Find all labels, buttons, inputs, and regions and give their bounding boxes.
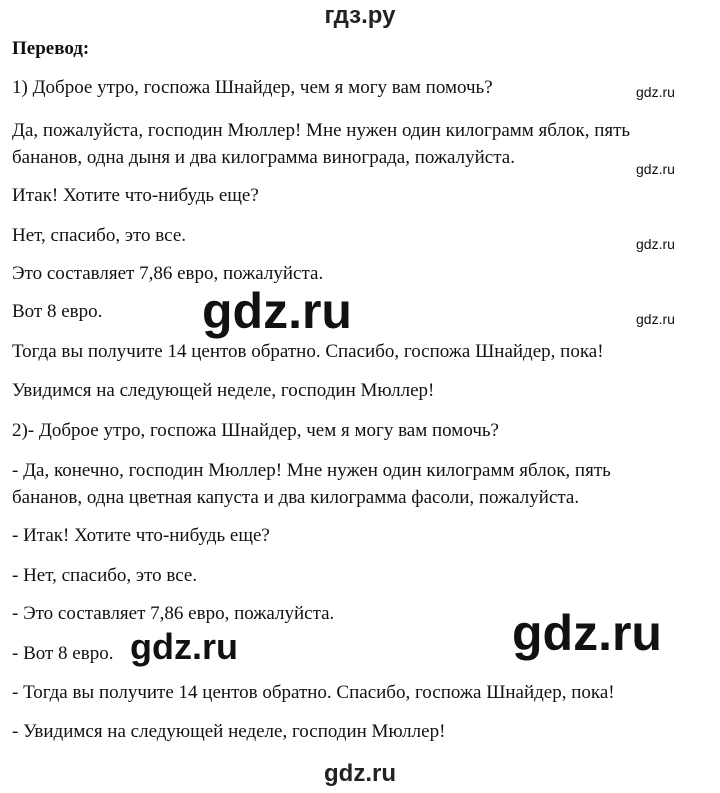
text-line: бананов, одна дыня и два килограмма винограда, пожалуйста. xyxy=(12,147,515,168)
watermark: gdz.ru xyxy=(512,605,662,661)
text-line: - Это составляет 7,86 евро, пожалуйста. xyxy=(12,603,335,624)
text-line: Вот 8 евро. xyxy=(12,301,103,322)
watermark: gdz.ru xyxy=(636,84,675,100)
text-line: Увидимся на следующей неделе, господин Мюллер! xyxy=(12,380,435,401)
text-line: Итак! Хотите что-нибудь еще? xyxy=(12,185,259,206)
text-line: Да, пожалуйста, господин Мюллер! Мне нужен один килограмм яблок, пять xyxy=(12,120,631,141)
text-line: 2)- Доброе утро, госпожа Шнайдер, чем я могу вам помочь? xyxy=(12,420,499,441)
site-header: гдз.ру xyxy=(324,2,396,29)
text-line: - Нет, спасибо, это все. xyxy=(12,565,198,586)
watermark: gdz.ru xyxy=(636,311,675,327)
text-line: Нет, спасибо, это все. xyxy=(12,225,186,246)
watermark: gdz.ru xyxy=(636,236,675,252)
document-title: Перевод: xyxy=(12,38,90,59)
text-line: Это составляет 7,86 евро, пожалуйста. xyxy=(12,263,324,284)
text-line: - Тогда вы получите 14 центов обратно. Спасибо, госпожа Шнайдер, пока! xyxy=(12,682,615,703)
watermark: gdz.ru xyxy=(130,626,238,667)
text-line: - Да, конечно, господин Мюллер! Мне нужен один килограмм яблок, пять xyxy=(12,460,611,481)
watermark: gdz.ru xyxy=(636,161,675,177)
text-line: - Итак! Хотите что-нибудь еще? xyxy=(12,525,270,546)
text-line: бананов, одна цветная капуста и два килограмма фасоли, пожалуйста. xyxy=(12,487,580,508)
text-line: - Вот 8 евро. xyxy=(12,643,114,664)
text-line: Тогда вы получите 14 центов обратно. Спасибо, госпожа Шнайдер, пока! xyxy=(12,341,604,362)
footer-watermark: gdz.ru xyxy=(324,760,396,787)
text-line: 1) Доброе утро, госпожа Шнайдер, чем я могу вам помочь? xyxy=(12,77,493,98)
text-line: - Увидимся на следующей неделе, господин Мюллер! xyxy=(12,721,446,742)
watermark: gdz.ru xyxy=(202,283,352,339)
